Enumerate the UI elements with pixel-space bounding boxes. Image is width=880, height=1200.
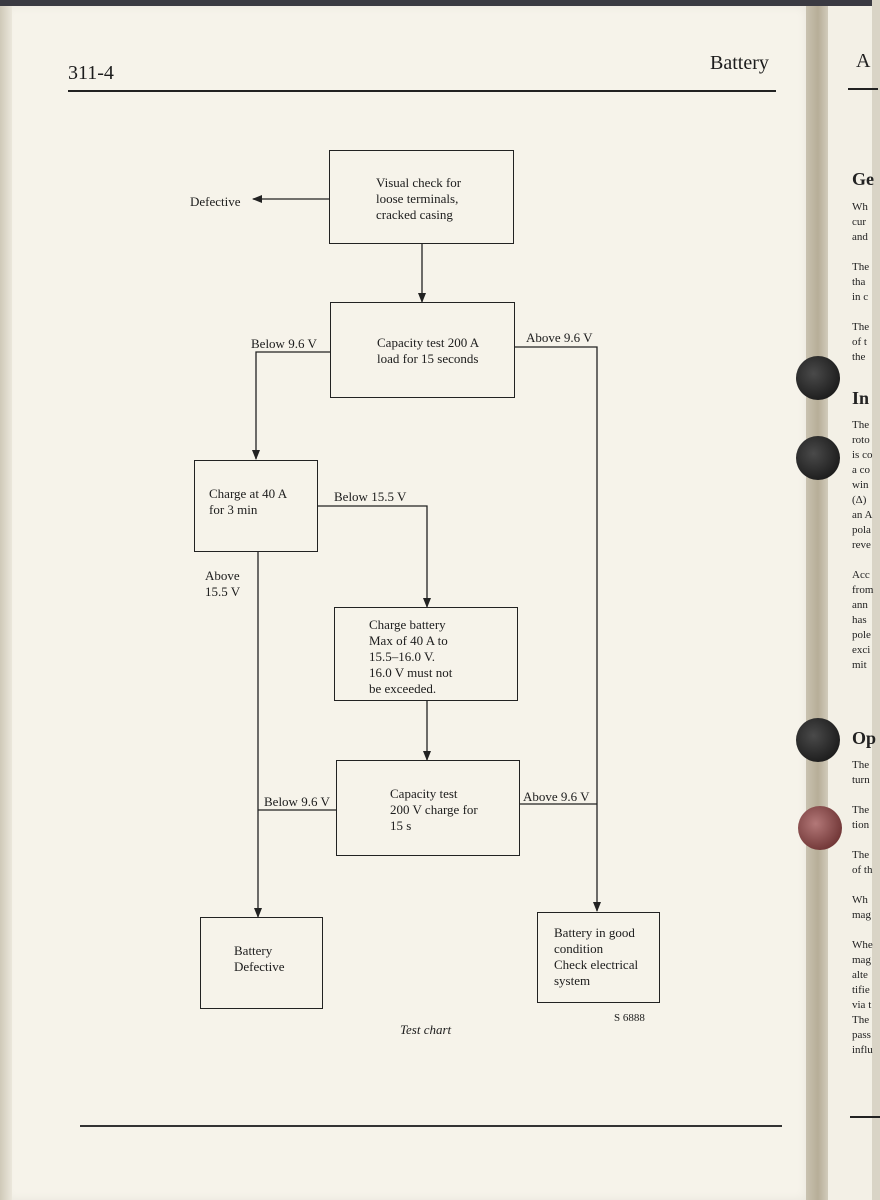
label-below-96-b: Below 9.6 V [264, 794, 330, 809]
label-above-96-a: Above 9.6 V [526, 330, 593, 345]
box-battery-defective-text: Battery Defective [234, 943, 285, 974]
footer-rule [80, 1125, 782, 1127]
box-battery-good-text: Battery in good condition Check electrical system [554, 925, 639, 988]
label-above-96-b: Above 9.6 V [523, 789, 590, 804]
box-charge-40a [194, 460, 318, 552]
label-defective: Defective [190, 194, 241, 209]
binder-hole-4 [798, 806, 842, 850]
box-capacity-test-2-text: Capacity test 200 V charge for 15 s [390, 786, 478, 833]
adjacent-heading-2: In [852, 388, 870, 408]
box-visual-check [329, 150, 514, 244]
binder-hole-3 [796, 718, 840, 762]
box-capacity-test-1 [330, 302, 515, 398]
box-capacity-test-2 [336, 760, 520, 856]
figure-caption: Test chart [400, 1022, 452, 1037]
section-title: Battery [710, 52, 769, 74]
label-above-155: Above 15.5 V [205, 568, 241, 599]
adjacent-footer-rule [850, 1116, 880, 1118]
box-charge-battery-text: Charge battery Max of 40 A to 15.5–16.0 V. 16.0 V must not be exceeded. [369, 617, 453, 696]
adjacent-page-header: A [856, 50, 871, 72]
page-number: 311-4 [68, 62, 114, 84]
box-capacity-test-1-text: Capacity test 200 A load for 15 seconds [377, 335, 480, 366]
adjacent-text-3: The turn The tion The of th Wh mag Whe mag alte tifie via t The pass influ [852, 759, 873, 1056]
box-battery-defective [200, 917, 323, 1009]
adjacent-header-rule [848, 88, 878, 90]
binder-hole-2 [796, 436, 840, 480]
box-visual-check-text: Visual check for loose terminals, cracked casing [376, 175, 462, 222]
adjacent-heading-1: Ge [852, 169, 874, 189]
adjacent-heading-3: Op [852, 728, 877, 748]
adjacent-page [828, 6, 877, 1200]
binder-hole-1 [796, 356, 840, 400]
adjacent-text-2: The roto is co a co win (Δ) an A pola reve Acc from ann has pole exci mit [852, 419, 874, 671]
arrow-above-96-to-good [515, 347, 597, 911]
box-charge-battery [334, 607, 518, 701]
box-charge-40a-text: Charge at 40 A for 3 min [209, 486, 288, 517]
adjacent-text-1: Wh cur and The tha in c The of t the [852, 201, 870, 363]
figure-number: S 6888 [614, 1012, 645, 1024]
arrow-below-155-to-charge-battery [318, 506, 427, 607]
book-spine [806, 6, 830, 1200]
arrow-below-96-to-charge [256, 352, 330, 459]
box-battery-good [537, 912, 660, 1003]
label-below-155: Below 15.5 V [334, 489, 407, 504]
label-below-96-a: Below 9.6 V [251, 336, 317, 351]
